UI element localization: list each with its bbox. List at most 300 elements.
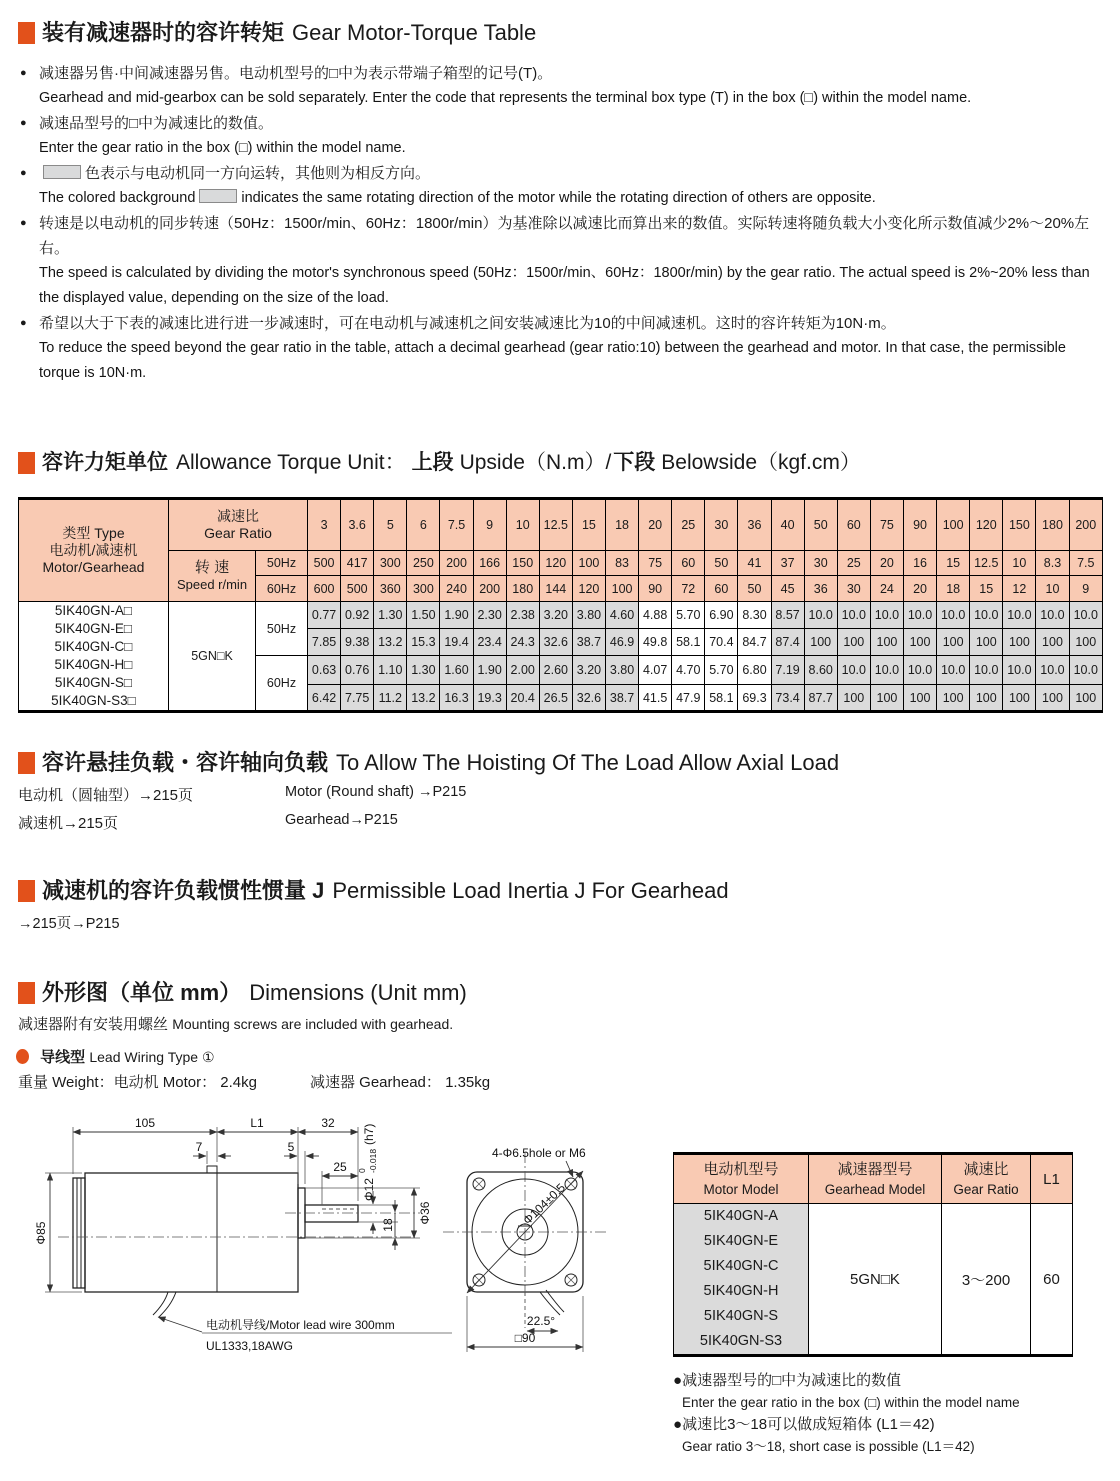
torque-value-cell: 10.0 — [970, 602, 1003, 629]
l1-header: L1 — [1031, 1154, 1073, 1204]
torque-value-cell: 100 — [1069, 685, 1102, 712]
torque-value-cell: 10.0 — [870, 602, 903, 629]
table-header-cell: 166 — [473, 551, 506, 576]
list-item — [18, 61, 1104, 86]
table-header-cell: 200 — [473, 576, 506, 602]
torque-value-cell: 0.76 — [341, 656, 374, 685]
model-name: 5IK40GN-A — [703, 1208, 779, 1224]
speed-label-en: Speed r/min — [176, 577, 248, 592]
dim-label-l1: L1 — [250, 1116, 264, 1130]
table-header-cell: 75 — [639, 551, 672, 576]
torque-value-cell: 10.0 — [1036, 602, 1069, 629]
torque-value-cell: 32.6 — [539, 629, 572, 656]
side-view-drawing — [34, 1116, 452, 1353]
pilot-diameter-label: Φ104±0.5 — [520, 1180, 569, 1228]
table-header-cell: 500 — [341, 576, 374, 602]
torque-value-cell: 5.70 — [672, 602, 705, 629]
motor-gearhead-model-table — [673, 1152, 1073, 1357]
shaft-dia-main: Φ12 — [362, 1178, 376, 1201]
shaft-tol-top: 0 — [357, 1168, 367, 1173]
type-header-cell — [19, 499, 169, 602]
table-header-cell: 30 — [705, 499, 738, 551]
heading-en: Dimensions (Unit mm) — [249, 980, 467, 1005]
table-header-cell: 40 — [771, 499, 804, 551]
table-header-cell: 18 — [937, 576, 970, 602]
section-marker-icon — [18, 22, 35, 44]
torque-value-cell: 0.63 — [308, 656, 341, 685]
section-marker-icon — [18, 752, 35, 774]
table-header-cell: 3 — [308, 499, 341, 551]
table-header-cell: 180 — [506, 576, 539, 602]
table-header-cell: 20 — [870, 551, 903, 576]
dim-label-7: 7 — [195, 1140, 203, 1154]
torque-value-cell: 10.0 — [970, 656, 1003, 685]
section-marker-icon — [18, 452, 35, 474]
table-header-cell: 120 — [970, 499, 1003, 551]
torque-value-cell: 2.38 — [506, 602, 539, 629]
torque-value-cell: 4.88 — [639, 602, 672, 629]
table-header-cell: 100 — [606, 576, 639, 602]
torque-value-cell: 87.4 — [771, 629, 804, 656]
torque-value-cell: 19.4 — [440, 629, 473, 656]
table-header-cell: 600 — [308, 576, 341, 602]
table-header-cell: 360 — [374, 576, 407, 602]
type-label: 类型 Type — [62, 525, 125, 541]
torque-value-cell: 10.0 — [1069, 602, 1102, 629]
torque-value-cell: 58.1 — [672, 629, 705, 656]
circle-bullet-icon — [16, 1049, 29, 1064]
list-item — [18, 111, 1104, 136]
table-header-cell: 18 — [606, 499, 639, 551]
torque-value-cell: 3.80 — [572, 602, 605, 629]
torque-value-cell: 100 — [870, 629, 903, 656]
note-en: Gear ratio 3～18, short case is possible (L1＝42) — [682, 1439, 975, 1454]
dim-label-18: 18 — [381, 1218, 395, 1232]
note-text-cn: 转速是以电动机的同步转速（50Hz：1500r/min、60Hz：1800r/min）为基准除以减速比而算出来的数值。实际转速将随负载大小变化所示数值减少2%～20%左右。 — [39, 215, 1090, 257]
header-en: Motor Model — [703, 1182, 779, 1197]
color-swatch — [199, 189, 237, 203]
table-header-cell: 36 — [804, 576, 837, 602]
torque-value-cell: 38.7 — [572, 629, 605, 656]
torque-value-cell: 38.7 — [606, 685, 639, 712]
speed-label-cn: 转 速 — [194, 559, 230, 576]
gearhead-page-link-cn[interactable]: 减速机→215页 — [18, 815, 119, 832]
torque-value-cell: 10.0 — [837, 602, 870, 629]
torque-value-cell: 73.4 — [771, 685, 804, 712]
mounting-note-cn: 减速器附有安装用螺丝 — [18, 1016, 169, 1033]
torque-notes-list — [18, 61, 1104, 386]
dim-label-5: 5 — [287, 1140, 295, 1154]
note-text-en: Enter the gear ratio in the box (□) within the model name. — [39, 140, 406, 156]
torque-value-cell: 0.92 — [341, 602, 374, 629]
torque-value-cell: 8.57 — [771, 602, 804, 629]
torque-value-cell: 49.8 — [639, 629, 672, 656]
mounting-note-en: Mounting screws are included with gearhead. — [172, 1016, 454, 1032]
table-header-cell: 37 — [771, 551, 804, 576]
torque-value-cell: 70.4 — [705, 629, 738, 656]
table-header-cell: 15 — [572, 499, 605, 551]
table-header-cell: 10 — [506, 499, 539, 551]
torque-value-cell: 69.3 — [738, 685, 771, 712]
table-header-cell: 12.5 — [539, 499, 572, 551]
table-header-cell: 10 — [1003, 551, 1036, 576]
torque-value-cell: 1.90 — [473, 656, 506, 685]
dim-label-phi36: Φ36 — [418, 1201, 432, 1225]
note-text-cn: 希望以大于下表的减速比进行进一步减速时，可在电动机与减速机之间安装减速比为10的中间减速机。这时的容许转矩为10N·m。 — [39, 315, 896, 332]
torque-value-cell: 1.90 — [440, 602, 473, 629]
l1-value: 60 — [1031, 1204, 1073, 1356]
bullet-icon: ● — [20, 67, 27, 79]
torque-value-cell: 10.0 — [837, 656, 870, 685]
weight-gearhead-label: 减速器 Gearhead： — [310, 1074, 441, 1091]
table-header-cell: 7.5 — [440, 499, 473, 551]
model-name: 5IK40GN-H□ — [54, 657, 133, 672]
table-header-cell: 50 — [738, 576, 771, 602]
section-marker-icon — [18, 880, 35, 902]
torque-value-cell: 84.7 — [738, 629, 771, 656]
note-cn: ●减速器型号的□中为减速比的数值 — [673, 1372, 902, 1389]
motor-page-link-en[interactable]: Motor (Round shaft) →P215 — [285, 784, 467, 800]
table-header-cell: 90 — [903, 499, 936, 551]
table-header-cell: 83 — [606, 551, 639, 576]
table-header-cell: 45 — [771, 576, 804, 602]
weight-line — [18, 1071, 263, 1092]
note-cn: ●减速比3～18可以做成短箱体 (L1＝42) — [673, 1416, 935, 1433]
model-table-notes — [673, 1370, 1118, 1458]
section-marker-icon — [18, 982, 35, 1004]
header-en: Gear Ratio — [953, 1182, 1019, 1197]
model-name: 5IK40GN-H — [703, 1283, 779, 1299]
heading-cn: 减速机的容许负载惯性惯量 J — [42, 878, 325, 903]
torque-table-container — [18, 497, 1103, 713]
torque-value-cell: 9.38 — [341, 629, 374, 656]
table-header-cell: 120 — [539, 551, 572, 576]
dim-label-32: 32 — [321, 1116, 335, 1130]
bullet-icon: ● — [20, 317, 27, 329]
torque-value-cell: 46.9 — [606, 629, 639, 656]
color-swatch — [43, 165, 81, 179]
torque-value-cell: 23.4 — [473, 629, 506, 656]
section-hoisting-heading — [18, 750, 839, 776]
mounting-note — [18, 1013, 453, 1034]
torque-value-cell: 10.0 — [1003, 656, 1036, 685]
table-header-cell: 100 — [937, 499, 970, 551]
header-en: Gearhead Model — [824, 1182, 926, 1197]
gear-ratio-header — [942, 1154, 1031, 1204]
gearhead-model-value: 5GN□K — [809, 1204, 942, 1356]
wiring-type-line — [16, 1046, 215, 1067]
heading-en: Permissible Load Inertia J For Gearhead — [332, 878, 729, 903]
dim-label-105: 105 — [134, 1116, 156, 1130]
model-name: 5IK40GN-A□ — [54, 603, 133, 618]
torque-value-cell: 10.0 — [804, 602, 837, 629]
table-header-cell: 41 — [738, 551, 771, 576]
torque-value-cell: 2.60 — [539, 656, 572, 685]
heading-en: To Allow The Hoisting Of The Load Allow Axial Load — [336, 750, 840, 775]
section-allowance-heading — [18, 450, 861, 476]
hz50-header-cell: 50Hz — [256, 551, 308, 576]
model-name: 5IK40GN-C□ — [54, 639, 133, 654]
torque-value-cell: 1.30 — [407, 656, 440, 685]
table-header-cell: 15 — [970, 576, 1003, 602]
list-item — [18, 211, 1104, 261]
hz60-row-label: 60Hz — [256, 656, 308, 712]
dim-label-25: 25 — [333, 1160, 347, 1174]
heading-upside-cn: 上段 — [411, 451, 454, 474]
table-header-cell: 12.5 — [970, 551, 1003, 576]
table-header-cell: 417 — [341, 551, 374, 576]
torque-value-cell: 6.42 — [308, 685, 341, 712]
torque-value-cell: 47.9 — [672, 685, 705, 712]
table-header-cell: 100 — [572, 551, 605, 576]
table-header-cell: 25 — [837, 551, 870, 576]
table-header-cell: 3.6 — [341, 499, 374, 551]
table-header-cell: 300 — [374, 551, 407, 576]
table-header-cell: 60 — [705, 576, 738, 602]
table-header-cell: 200 — [1069, 499, 1102, 551]
table-header-cell: 7.5 — [1069, 551, 1102, 576]
torque-value-cell: 24.3 — [506, 629, 539, 656]
torque-value-cell: 3.20 — [572, 656, 605, 685]
heading-en: Allowance Torque Unit： — [176, 451, 406, 474]
table-header-cell: 30 — [804, 551, 837, 576]
torque-value-cell: 100 — [837, 685, 870, 712]
torque-value-cell: 100 — [837, 629, 870, 656]
torque-value-cell: 20.4 — [506, 685, 539, 712]
table-header-cell: 36 — [738, 499, 771, 551]
torque-value-cell: 7.19 — [771, 656, 804, 685]
note-text-en — [18, 186, 1104, 211]
type-label: 电动机/减速机 — [49, 542, 138, 558]
hole-label: 4-Φ6.5hole or M6 — [492, 1146, 586, 1160]
torque-value-cell: 4.60 — [606, 602, 639, 629]
angle-label: 22.5° — [526, 1314, 556, 1328]
torque-value-cell: 13.2 — [407, 685, 440, 712]
torque-value-cell: 32.6 — [572, 685, 605, 712]
type-label: Motor/Gearhead — [42, 559, 145, 575]
table-header-cell: 6 — [407, 499, 440, 551]
table-header-cell: 200 — [440, 551, 473, 576]
wiring-type-en: Lead Wiring Type ① — [89, 1049, 215, 1065]
torque-value-cell: 100 — [1003, 685, 1036, 712]
model-name: 5IK40GN-E — [703, 1233, 779, 1249]
note-text-en: To reduce the speed beyond the gear ratio in the table, attach a decimal gearhead (gear ratio:10) between the gearhead and motor. In that case, the permissible torque is 10N·m. — [39, 340, 1066, 381]
header-cn: 减速器型号 — [837, 1161, 913, 1178]
section-title-en: Gear Motor-Torque Table — [292, 20, 537, 45]
note-en: Enter the gear ratio in the box (□) within the model name — [682, 1395, 1020, 1410]
model-name: 5IK40GN-S3□ — [51, 693, 136, 708]
table-header-cell: 24 — [870, 576, 903, 602]
section-title-cn: 装有减速器时的容许转矩 — [42, 20, 285, 45]
torque-value-cell: 58.1 — [705, 685, 738, 712]
table-header-cell: 16 — [903, 551, 936, 576]
lead-wire-label: 电动机导线/Motor lead wire 300mm — [206, 1318, 395, 1332]
note-text-en: The speed is calculated by dividing the motor's synchronous speed (50Hz：1500r/min、60Hz：1800r/min) by the gear ratio. The actual speed is 2%~20% less than the displayed value, depending on the size of the load. — [39, 265, 1090, 306]
table-header-cell: 75 — [870, 499, 903, 551]
front-view-drawing — [443, 1146, 607, 1352]
torque-value-cell: 10.0 — [937, 602, 970, 629]
torque-value-cell: 3.80 — [606, 656, 639, 685]
heading-cn: 容许悬挂负载・容许轴向负载 — [42, 750, 329, 775]
table-header-cell: 240 — [440, 576, 473, 602]
torque-value-cell: 100 — [1003, 629, 1036, 656]
table-header-cell: 20 — [639, 499, 672, 551]
table-header-cell: 30 — [837, 576, 870, 602]
hz50-row-label: 50Hz — [256, 602, 308, 656]
gear-ratio-label-cn: 减速比 — [217, 508, 259, 524]
note-text-cn: 色表示与电动机同一方向运转，其他则为相反方向。 — [85, 165, 431, 182]
torque-value-cell: 5.70 — [705, 656, 738, 685]
torque-value-cell: 87.7 — [804, 685, 837, 712]
table-header-cell: 15 — [937, 551, 970, 576]
table-header-cell: 72 — [672, 576, 705, 602]
torque-value-cell: 2.30 — [473, 602, 506, 629]
torque-value-cell: 100 — [937, 629, 970, 656]
torque-value-cell: 3.20 — [539, 602, 572, 629]
bullet-icon: ● — [20, 167, 27, 179]
note-text-cn: 减速器另售·中间减速器另售。电动机型号的□中为表示带端子箱型的记号(T)。 — [39, 65, 553, 82]
gearhead-model-header — [809, 1154, 942, 1204]
table-header-cell: 8.3 — [1036, 551, 1069, 576]
table-header-cell: 150 — [1003, 499, 1036, 551]
torque-value-cell: 10.0 — [903, 656, 936, 685]
torque-value-cell: 16.3 — [440, 685, 473, 712]
wiring-type-cn: 导线型 — [40, 1049, 86, 1066]
section-torque-heading — [18, 20, 536, 46]
torque-value-cell: 6.80 — [738, 656, 771, 685]
note-text-en: indicates the same rotating direction of the motor while the rotating direction of others are opposite. — [241, 190, 876, 206]
section-dimensions-heading — [18, 980, 467, 1006]
section-inertia-heading — [18, 878, 729, 904]
motor-model-list-cell — [19, 602, 169, 712]
gearhead-page-link-en[interactable]: Gearhead→P215 — [285, 812, 398, 828]
table-header-cell: 144 — [539, 576, 572, 602]
torque-value-cell: 100 — [870, 685, 903, 712]
torque-value-cell: 10.0 — [1003, 602, 1036, 629]
table-header-cell: 9 — [1069, 576, 1102, 602]
torque-value-cell: 100 — [937, 685, 970, 712]
motor-page-link-cn[interactable]: 电动机（圆轴型）→215页 — [18, 787, 194, 804]
torque-value-cell: 100 — [903, 685, 936, 712]
torque-value-cell: 11.2 — [374, 685, 407, 712]
table-header-cell: 60 — [837, 499, 870, 551]
model-name: 5IK40GN-C — [703, 1258, 779, 1274]
header-cn: 减速比 — [963, 1161, 1009, 1178]
table-header-cell: 25 — [672, 499, 705, 551]
table-header-cell: 9 — [473, 499, 506, 551]
torque-value-cell: 6.90 — [705, 602, 738, 629]
model-table-container — [673, 1152, 1073, 1357]
torque-value-cell: 7.75 — [341, 685, 374, 712]
torque-value-cell: 1.10 — [374, 656, 407, 685]
note-text-en: The colored background — [39, 190, 196, 206]
gearhead-model-cell: 5GN□K — [169, 602, 256, 712]
torque-value-cell: 1.60 — [440, 656, 473, 685]
weight-gearhead-value: 1.35kg — [445, 1074, 491, 1091]
gear-ratio-value: 3～200 — [942, 1204, 1031, 1356]
torque-value-cell: 0.77 — [308, 602, 341, 629]
table-header-cell: 50 — [804, 499, 837, 551]
lead-wire-spec: UL1333,18AWG — [206, 1339, 293, 1353]
table-header-cell: 20 — [903, 576, 936, 602]
heading-belowside-cn: 下段 — [613, 451, 656, 474]
note-text-en: Gearhead and mid-gearbox can be sold separately. Enter the code that represents the terminal box type (T) in the box (□) within the model name. — [39, 90, 972, 106]
motor-model-list-cell — [674, 1204, 809, 1356]
torque-value-cell: 100 — [970, 685, 1003, 712]
weight-motor-label: 重量 Weight：电动机 Motor： — [18, 1074, 217, 1091]
model-name: 5IK40GN-S3 — [699, 1333, 783, 1349]
table-header-cell: 10 — [1036, 576, 1069, 602]
weight-gearhead-line — [310, 1071, 490, 1092]
model-name: 5IK40GN-E□ — [54, 621, 133, 636]
table-header-cell: 120 — [572, 576, 605, 602]
inertia-page-link[interactable]: →215页→P215 — [18, 916, 120, 932]
table-header-cell: 500 — [308, 551, 341, 576]
shaft-fit: (h7) — [362, 1123, 376, 1145]
hz60-header-cell: 60Hz — [256, 576, 308, 602]
heading-cn: 容许力矩单位 — [42, 451, 168, 474]
torque-value-cell: 4.70 — [672, 656, 705, 685]
torque-value-cell: 100 — [1036, 629, 1069, 656]
shaft-tol-bottom: -0.018 — [368, 1148, 378, 1173]
gear-motor-torque-table — [18, 497, 1103, 713]
torque-value-cell: 100 — [970, 629, 1003, 656]
torque-value-cell: 100 — [1036, 685, 1069, 712]
torque-value-cell: 100 — [903, 629, 936, 656]
table-header-cell: 60 — [672, 551, 705, 576]
square-dim-label: □90 — [514, 1331, 536, 1345]
torque-value-cell: 15.3 — [407, 629, 440, 656]
model-name: 5IK40GN-S — [703, 1308, 779, 1324]
list-item — [18, 311, 1104, 336]
torque-value-cell: 19.3 — [473, 685, 506, 712]
dim-label-phi85: Φ85 — [34, 1221, 48, 1245]
torque-value-cell: 100 — [1069, 629, 1102, 656]
torque-value-cell: 1.30 — [374, 602, 407, 629]
list-item — [18, 161, 1104, 186]
torque-value-cell: 8.30 — [738, 602, 771, 629]
shaft-diameter-label — [357, 1124, 378, 1201]
note-text-cn: 减速品型号的□中为减速比的数值。 — [39, 115, 274, 132]
weight-motor-value: 2.4kg — [220, 1074, 257, 1091]
gear-ratio-label-en: Gear Ratio — [204, 525, 272, 541]
torque-value-cell: 1.50 — [407, 602, 440, 629]
torque-value-cell: 10.0 — [937, 656, 970, 685]
table-header-cell: 180 — [1036, 499, 1069, 551]
torque-value-cell: 26.5 — [539, 685, 572, 712]
heading-upside-en: Upside（N.m）/ — [459, 451, 612, 474]
torque-value-cell: 8.60 — [804, 656, 837, 685]
heading-belowside-en: Belowside（kgf.cm） — [661, 451, 861, 474]
speed-header-cell — [169, 551, 256, 602]
gear-ratio-header-cell — [169, 499, 308, 551]
torque-value-cell: 4.07 — [639, 656, 672, 685]
torque-value-cell: 10.0 — [1036, 656, 1069, 685]
torque-value-cell: 10.0 — [1069, 656, 1102, 685]
torque-value-cell: 7.85 — [308, 629, 341, 656]
table-header-cell: 90 — [639, 576, 672, 602]
torque-value-cell: 10.0 — [870, 656, 903, 685]
heading-cn: 外形图（单位 mm） — [42, 980, 242, 1005]
torque-value-cell: 2.00 — [506, 656, 539, 685]
bullet-icon: ● — [20, 117, 27, 129]
table-header-cell: 250 — [407, 551, 440, 576]
bullet-icon: ● — [20, 217, 27, 229]
torque-value-cell: 10.0 — [903, 602, 936, 629]
table-header-cell: 300 — [407, 576, 440, 602]
header-cn: 电动机型号 — [703, 1161, 779, 1178]
motor-model-header — [674, 1154, 809, 1204]
